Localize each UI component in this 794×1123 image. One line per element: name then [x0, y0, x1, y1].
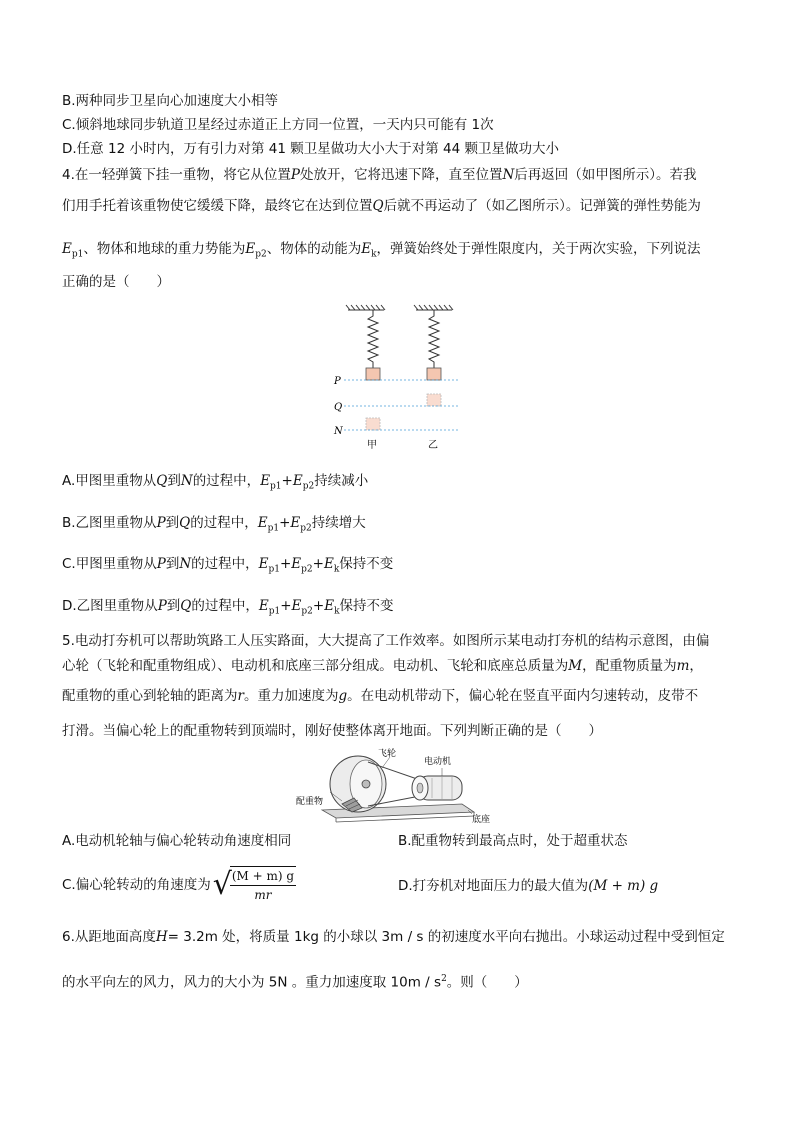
label-yi: 乙 [428, 440, 438, 451]
q5-stem-line3: 配重物的重心到轮轴的距离为r。重力加速度为g。在电动机带动下，偏心轮在竖直平面内匀速转动，皮带不 [62, 688, 699, 704]
label-q: Q [334, 402, 343, 413]
q5-stem-line1: 5.电动打夯机可以帮助筑路工人压实路面，大大提高了工作效率。如图所示某电动打夯机的结构示意图，由偏 [62, 633, 710, 649]
q4-option-d: D.乙图里重物从P到Q的过程中，$E_{p1}+E_{p2}+E_k$保持不变 [62, 598, 394, 617]
label-base: 底座 [472, 815, 491, 824]
ceiling-right [414, 305, 453, 310]
q6-stem-line2: 的水平向左的风力，风力的大小为 5N 。重力加速度取 $10m / s^2$。则（ ） [62, 974, 528, 991]
tamper-figure [292, 746, 502, 824]
weight-left [366, 368, 380, 380]
motor [412, 776, 462, 800]
ghost-weight-left [366, 418, 380, 430]
label-motor: 电动机 [424, 757, 452, 767]
label-flywheel: 飞轮 [378, 749, 397, 759]
label-weight: 配重物 [296, 797, 324, 807]
q6-stem-line1: 6.从距地面高度H= 3.2m 处，将质量 1kg 的小球以 3m / s 的初速度水平向右抛出。小球运动过程中受到恒定 [62, 929, 725, 945]
q5-option-c: C.偏心轮转动的角速度为√ $\frac{(M + m) g}{mr}$ [62, 867, 295, 902]
label-p: P [334, 376, 341, 387]
q4-stem-line3: $E_{p1}$、物体和地球的重力势能为$E_{p2}$、物体的动能为$E_k$，弹簧始终处于弹性限度内，关于两次实验，下列说法 [62, 241, 701, 260]
spring-left [368, 310, 378, 368]
q4-option-b: B.乙图里重物从P到Q的过程中，$E_{p1}+E_{p2}$持续增大 [62, 515, 366, 534]
spring-right [429, 310, 439, 368]
q5-option-b: B.配重物转到最高点时，处于超重状态 [398, 833, 628, 849]
q3-option-d: D.任意 12 小时内，万有引力对第 41 颗卫星做功大小大于对第 44 颗卫星做功大小 [62, 141, 559, 157]
label-jia: 甲 [367, 440, 377, 451]
q4-stem-line2: 们用手托着该重物使它缓缓下降，最终它在达到位置Q后就不再运动了（如乙图所示）。记弹簧的弹性势能为 [62, 198, 701, 214]
q5-stem-line2: 心轮（飞轮和配重物组成）、电动机和底座三部分组成。电动机、飞轮和底座总质量为M，配重物质量为m， [62, 658, 703, 674]
sqrt-symbol: √ [212, 867, 232, 902]
q3-option-b: B.两种同步卫星向心加速度大小相等 [62, 93, 279, 109]
ghost-weight-right [427, 394, 441, 406]
q4-stem-line4: 正确的是（ ） [62, 274, 170, 290]
q4-option-a: A.甲图里重物从Q到N的过程中，$E_{p1}+E_{p2}$持续减小 [62, 473, 369, 492]
spring-figure [330, 302, 470, 454]
omega-fraction: $\frac{(M + m) g}{mr}$ [230, 866, 296, 904]
ceiling-left [346, 305, 385, 310]
q3-option-c: C.倾斜地球同步轨道卫星经过赤道正上方同一位置，一天内只可能有 1次 [62, 117, 494, 133]
q5-option-a: A.电动机轮轴与偏心轮转动角速度相同 [62, 833, 292, 849]
q5-option-d: D.打夯机对地面压力的最大值为(M + m) g [398, 878, 659, 894]
q4-stem-line1: 4.在一轻弹簧下挂一重物，将它从位置P处放开，它将迅速下降，直至位置N后再返回（如甲图所示）。若我 [62, 167, 697, 183]
flywheel [330, 756, 386, 812]
weight-right [427, 368, 441, 380]
q4-option-c: C.甲图里重物从P到N的过程中，$E_{p1}+E_{p2}+E_k$保持不变 [62, 556, 394, 575]
label-n: N [334, 426, 343, 437]
q5-stem-line4: 打滑。当偏心轮上的配重物转到顶端时，刚好使整体离开地面。下列判断正确的是（ ） [62, 723, 602, 739]
